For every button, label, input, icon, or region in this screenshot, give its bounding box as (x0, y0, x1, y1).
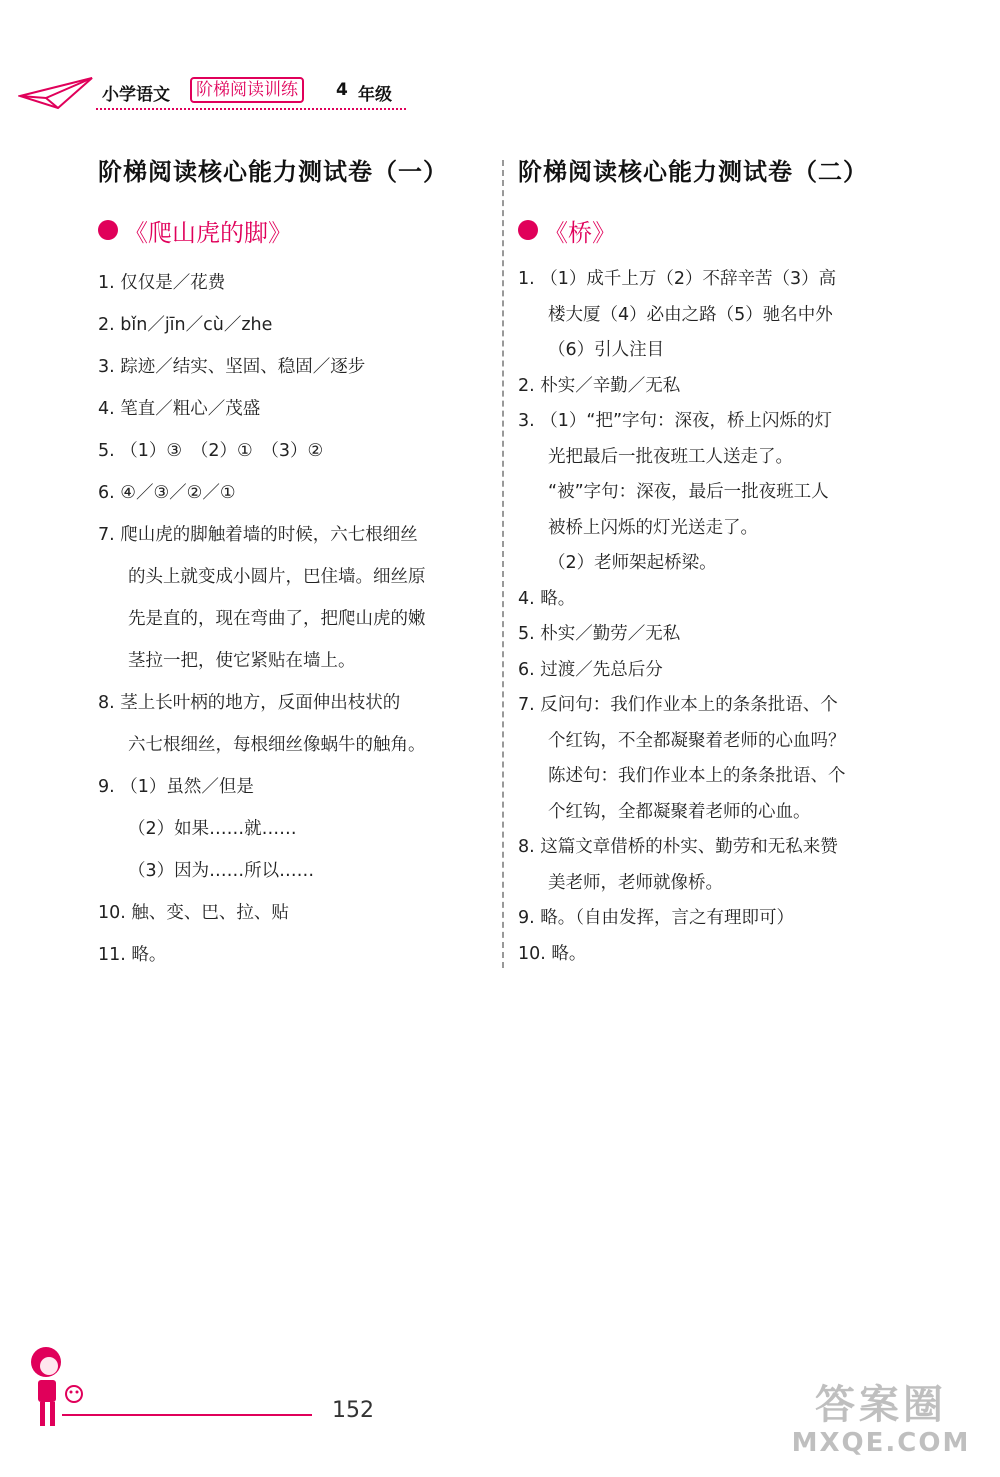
answer-line: 9. （1）虽然／但是 (98, 777, 254, 797)
answer-line: 陈述句：我们作业本上的条条批语、个 (548, 766, 846, 786)
answer-line: 光把最后一批夜班工人送走了。 (548, 446, 793, 467)
left-section-heading (98, 210, 488, 250)
right-answer-list (518, 262, 908, 972)
right-test-title: 阶梯阅读核心能力测试卷（二） (518, 158, 868, 186)
left-column (98, 152, 488, 976)
left-section-title: 《爬山虎的脚》 (124, 218, 292, 247)
answer-line: 10. 略。 (518, 943, 587, 964)
answer-line: 的头上就变成小圆片，巴住墙。细丝原 (128, 567, 426, 587)
watermark-logo (776, 1372, 986, 1468)
page-number: 152 (332, 1398, 374, 1423)
answer-line: （2）如果……就…… (128, 819, 297, 839)
answer-line: 11. 略。 (98, 945, 167, 965)
page-header (0, 0, 1000, 140)
answer-line: 3. 踪迹／结实、坚固、稳固／逐步 (98, 357, 366, 377)
answer-line: （3）因为……所以…… (128, 861, 315, 881)
answer-line: 1. 仅仅是／花费 (98, 273, 226, 293)
header-subject: 小学语文 (102, 85, 170, 105)
answer-line: 7. 爬山虎的脚触着墙的时候，六七根细丝 (98, 525, 418, 545)
right-column (518, 152, 908, 972)
left-answer-list (98, 262, 488, 976)
column-divider (502, 160, 504, 968)
answer-line: 2. bǐn／jīn／cù／zhe (98, 315, 273, 335)
answer-line: 6. 过渡／先总后分 (518, 659, 663, 680)
girl-illustration-icon (20, 1344, 90, 1434)
answer-line: 茎拉一把，使它紧贴在墙上。 (128, 651, 356, 671)
right-section-title: 《桥》 (544, 218, 616, 247)
answer-line: 楼大厦（4）必由之路（5）驰名中外 (548, 304, 833, 325)
answer-line: 美老师，老师就像桥。 (548, 872, 723, 893)
header-grade-number: 4 (336, 80, 348, 100)
answer-line: 5. 朴实／勤劳／无私 (518, 624, 681, 644)
answer-line: 1. （1）成千上万（2）不辞辛苦（3）高 (518, 269, 837, 289)
answer-line: （6）引人注目 (548, 340, 665, 360)
header-dotted-line (96, 108, 406, 110)
answer-line: 个红钩，全都凝聚着老师的心血。 (548, 801, 811, 822)
watermark-top-text: 答案圈 (815, 1382, 947, 1428)
bullet-dot-icon (98, 220, 118, 240)
answer-line: 被桥上闪烁的灯光送走了。 (548, 517, 758, 538)
bullet-dot-icon (518, 220, 538, 240)
answer-line: （2）老师架起桥梁。 (548, 553, 717, 573)
answer-line: 六七根细丝，每根细丝像蜗牛的触角。 (128, 735, 426, 755)
header-grade-label: 年级 (358, 85, 392, 105)
answer-line: 4. 略。 (518, 588, 576, 609)
watermark-bottom-text: MXQE.COM (791, 1428, 971, 1458)
footer-line (62, 1414, 312, 1416)
left-test-title: 阶梯阅读核心能力测试卷（一） (98, 158, 448, 186)
answer-line: 6. ④／③／②／① (98, 483, 236, 503)
answer-line: 5. （1）③ （2）① （3）② (98, 441, 324, 461)
answer-line: 个红钩，不全都凝聚着老师的心血吗？ (548, 730, 846, 751)
paper-plane-icon (18, 72, 98, 112)
answer-line: 9. 略。（自由发挥，言之有理即可） (518, 908, 795, 928)
answer-line: 7. 反问句：我们作业本上的条条批语、个 (518, 695, 838, 715)
answer-line: 3. （1）“把”字句：深夜，桥上闪烁的灯 (518, 411, 833, 431)
answer-line: 先是直的，现在弯曲了，把爬山虎的嫩 (128, 609, 426, 629)
answer-line: 2. 朴实／辛勤／无私 (518, 375, 681, 396)
answer-line: 8. 这篇文章借桥的朴实、勤劳和无私来赞 (518, 837, 838, 857)
answer-line: 4. 笔直／粗心／茂盛 (98, 399, 261, 419)
right-section-heading (518, 210, 908, 250)
answer-line: 10. 触、变、巴、拉、贴 (98, 903, 289, 923)
answer-line: “被”字句：深夜，最后一批夜班工人 (548, 482, 829, 502)
header-series-badge: 阶梯阅读训练 (190, 77, 304, 103)
answer-line: 8. 茎上长叶柄的地方，反面伸出枝状的 (98, 693, 401, 713)
